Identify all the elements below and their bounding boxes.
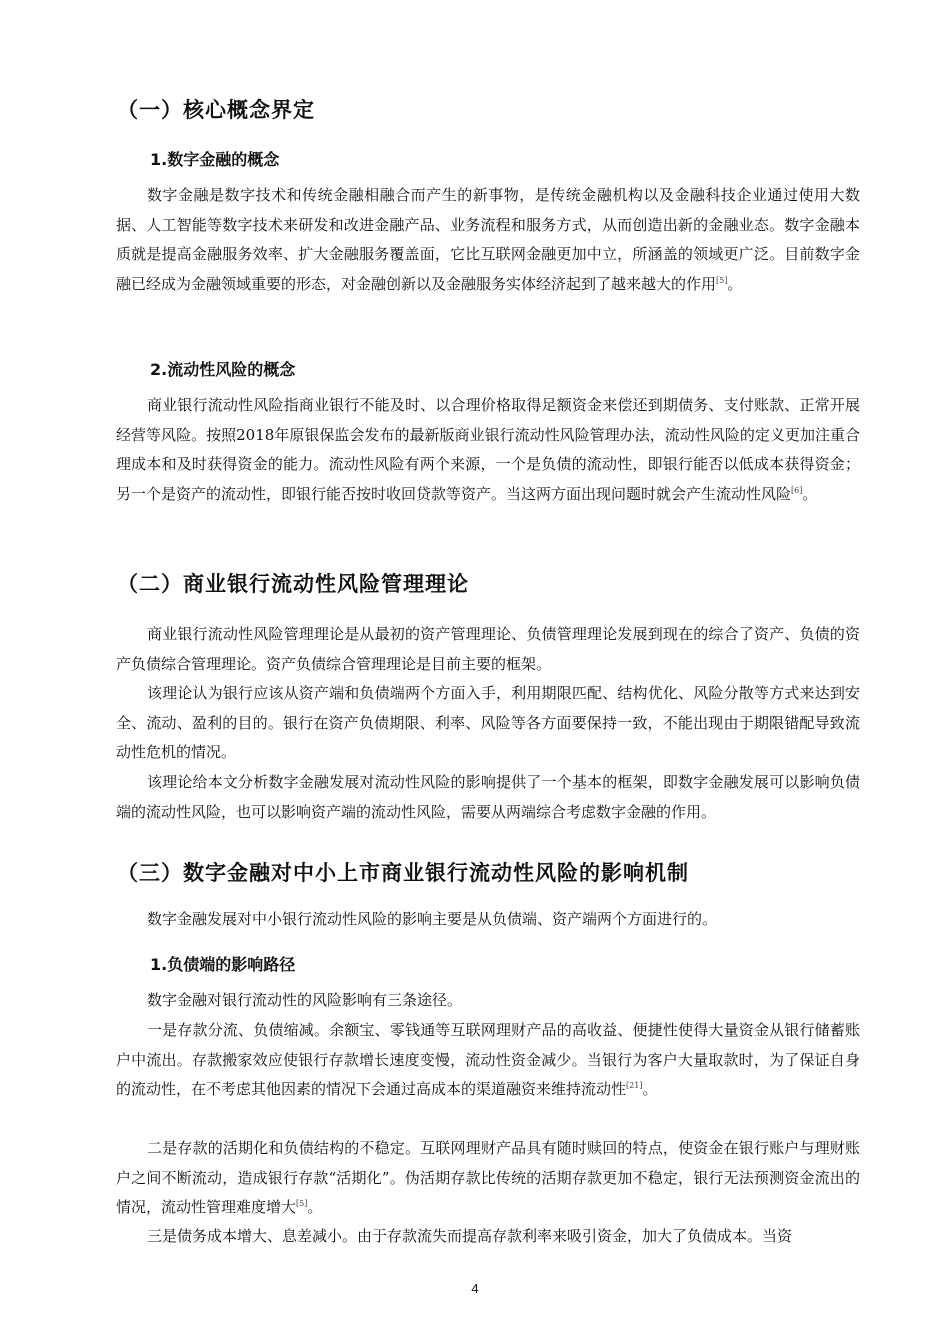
section-heading-2: （二）商业银行流动性风险管理理论 [117, 572, 469, 596]
paragraph-path-two: 二是存款的活期化和负债结构的不稳定。互联网理财产品具有随时赎回的特点，使资金在银行账户与理财账户之间不断流动，造成银行存款“活期化”。伪活期存款比传统的活期存款更加不稳定，银行无法预测资金流出的情况，流动性管理难度增大[5]。 [116, 1139, 860, 1216]
subsection-heading-liability-path: 1.负债端的影响路径 [150, 955, 296, 974]
citation-ref: [5] [716, 275, 728, 285]
section-heading-1: （一）核心概念界定 [117, 98, 315, 122]
subsection-heading-digital-finance: 1.数字金融的概念 [150, 150, 280, 169]
paragraph-theory-3: 该理论给本文分析数字金融发展对流动性风险的影响提供了一个基本的框架，即数字金融发展可以影响负债端的流动性风险，也可以影响资产端的流动性风险，需要从两端综合考虑数字金融的作用。 [116, 773, 860, 821]
citation-ref: [6] [791, 485, 803, 495]
paragraph-three-paths: 数字金融对银行流动性的风险影响有三条途径。 [147, 991, 463, 1009]
subsection-heading-liquidity-risk: 2.流动性风险的概念 [150, 360, 296, 379]
paragraph-digital-finance: 数字金融是数字技术和传统金融相融合而产生的新事物，是传统金融机构以及金融科技企业通过使用大数据、人工智能等数字技术来研发和改进金融产品、业务流程和服务方式，从而创造出新的金融业态。数字金融本质就是提高金融服务效率、扩大金融服务覆盖面，它比互联网金融更加中立，所涵盖的领域更广泛。目前数字金融已经成为金融领域重要的形态，对金融创新以及金融服务实体经济起到了越来越大的作用[5]。 [116, 186, 860, 293]
paragraph-theory-1: 商业银行流动性风险管理理论是从最初的资产管理理论、负债管理理论发展到现在的综合了资产、负债的资产负债综合管理理论。资产负债综合管理理论是目前主要的框架。 [116, 625, 860, 673]
paragraph-mechanism-intro: 数字金融发展对中小银行流动性风险的影响主要是从负债端、资产端两个方面进行的。 [147, 910, 718, 928]
paragraph-theory-2: 该理论认为银行应该从资产端和负债端两个方面入手，利用期限匹配、结构优化、风险分散等方式来达到安全、流动、盈利的目的。银行在资产负债期限、利率、风险等各方面要保持一致，不能出现由于期限错配导致流动性危机的情况。 [116, 684, 860, 761]
paragraph-liquidity-risk: 商业银行流动性风险指商业银行不能及时、以合理价格取得足额资金来偿还到期债务、支付账款、正常开展经营等风险。按照2018年原银保监会发布的最新版商业银行流动性风险管理办法，流动性风险的定义更加注重合理成本和及时获得资金的能力。流动性风险有两个来源，一个是负债的流动性，即银行能否以低成本获得资金；另一个是资产的流动性，即银行能否按时收回贷款等资产。当这两方面出现问题时就会产生流动性风险[6]。 [116, 396, 860, 503]
citation-ref: [21] [626, 1081, 643, 1090]
citation-ref: [5] [296, 1199, 308, 1208]
paragraph-path-one: 一是存款分流、负债缩减。余额宝、零钱通等互联网理财产品的高收益、便捷性使得大量资金从银行储蓄账户中流出。存款搬家效应使银行存款增长速度变慢，流动性资金减少。当银行为客户大量取款时，为了保证自身的流动性，在不考虑其他因素的情况下会通过高成本的渠道融资来维持流动性[21]。 [116, 1021, 860, 1098]
section-heading-3: （三）数字金融对中小上市商业银行流动性风险的影响机制 [117, 861, 689, 885]
page-number: 4 [471, 1281, 479, 1296]
paragraph-path-three: 三是债务成本增大、息差减小。由于存款流失而提高存款利率来吸引资金，加大了负债成本。当资 [147, 1227, 793, 1245]
